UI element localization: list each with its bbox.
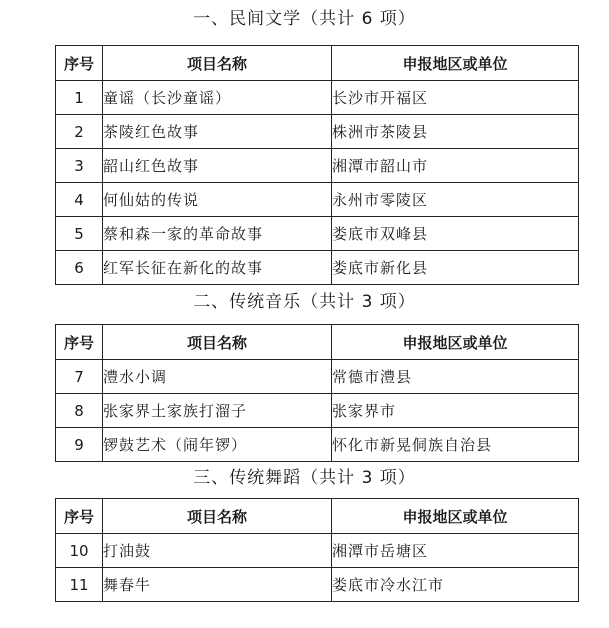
cell-no: 4 <box>56 183 103 217</box>
table-row <box>56 534 579 568</box>
table-row <box>56 115 579 149</box>
header-name: 项目名称 <box>103 499 332 534</box>
cell-no: 7 <box>56 360 103 394</box>
cell-name: 何仙姑的传说 <box>103 183 332 217</box>
cell-name: 茶陵红色故事 <box>103 115 332 149</box>
table-row <box>56 394 579 428</box>
table-traditional-dance <box>55 498 579 602</box>
cell-unit: 常德市澧县 <box>332 360 579 394</box>
cell-name: 韶山红色故事 <box>103 149 332 183</box>
table-header-row <box>56 325 579 360</box>
cell-unit: 娄底市冷水江市 <box>332 568 579 602</box>
cell-name: 童谣（长沙童谣） <box>103 81 332 115</box>
header-unit: 申报地区或单位 <box>332 499 579 534</box>
cell-no: 11 <box>56 568 103 602</box>
section-title-traditional-music: 二、传统音乐（共计 3 项） <box>193 292 416 312</box>
cell-unit: 娄底市双峰县 <box>332 217 579 251</box>
table-row <box>56 149 579 183</box>
cell-name: 澧水小调 <box>103 360 332 394</box>
cell-no: 3 <box>56 149 103 183</box>
cell-unit: 永州市零陵区 <box>332 183 579 217</box>
header-unit: 申报地区或单位 <box>332 325 579 360</box>
table-row <box>56 81 579 115</box>
cell-name: 锣鼓艺术（闹年锣） <box>103 428 332 462</box>
header-name: 项目名称 <box>103 325 332 360</box>
cell-name: 打油鼓 <box>103 534 332 568</box>
table-row <box>56 568 579 602</box>
cell-no: 2 <box>56 115 103 149</box>
header-no: 序号 <box>56 499 103 534</box>
table-traditional-music <box>55 324 579 462</box>
table-row <box>56 183 579 217</box>
cell-name: 蔡和森一家的革命故事 <box>103 217 332 251</box>
cell-no: 5 <box>56 217 103 251</box>
cell-unit: 湘潭市岳塘区 <box>332 534 579 568</box>
cell-no: 8 <box>56 394 103 428</box>
table-row <box>56 251 579 285</box>
cell-name: 张家界土家族打溜子 <box>103 394 332 428</box>
section-title-folk-literature: 一、民间文学（共计 6 项） <box>193 9 416 29</box>
cell-unit: 怀化市新晃侗族自治县 <box>332 428 579 462</box>
table-header-row <box>56 46 579 81</box>
table-row <box>56 217 579 251</box>
cell-no: 6 <box>56 251 103 285</box>
cell-name: 舞春牛 <box>103 568 332 602</box>
table-folk-literature <box>55 45 579 285</box>
cell-unit: 长沙市开福区 <box>332 81 579 115</box>
cell-unit: 湘潭市韶山市 <box>332 149 579 183</box>
cell-unit: 娄底市新化县 <box>332 251 579 285</box>
cell-unit: 株洲市茶陵县 <box>332 115 579 149</box>
header-no: 序号 <box>56 46 103 81</box>
cell-unit: 张家界市 <box>332 394 579 428</box>
table-row <box>56 428 579 462</box>
cell-no: 9 <box>56 428 103 462</box>
header-unit: 申报地区或单位 <box>332 46 579 81</box>
table-row <box>56 360 579 394</box>
section-title-traditional-dance: 三、传统舞蹈（共计 3 项） <box>193 468 416 488</box>
cell-no: 1 <box>56 81 103 115</box>
header-name: 项目名称 <box>103 46 332 81</box>
table-header-row <box>56 499 579 534</box>
cell-no: 10 <box>56 534 103 568</box>
header-no: 序号 <box>56 325 103 360</box>
cell-name: 红军长征在新化的故事 <box>103 251 332 285</box>
